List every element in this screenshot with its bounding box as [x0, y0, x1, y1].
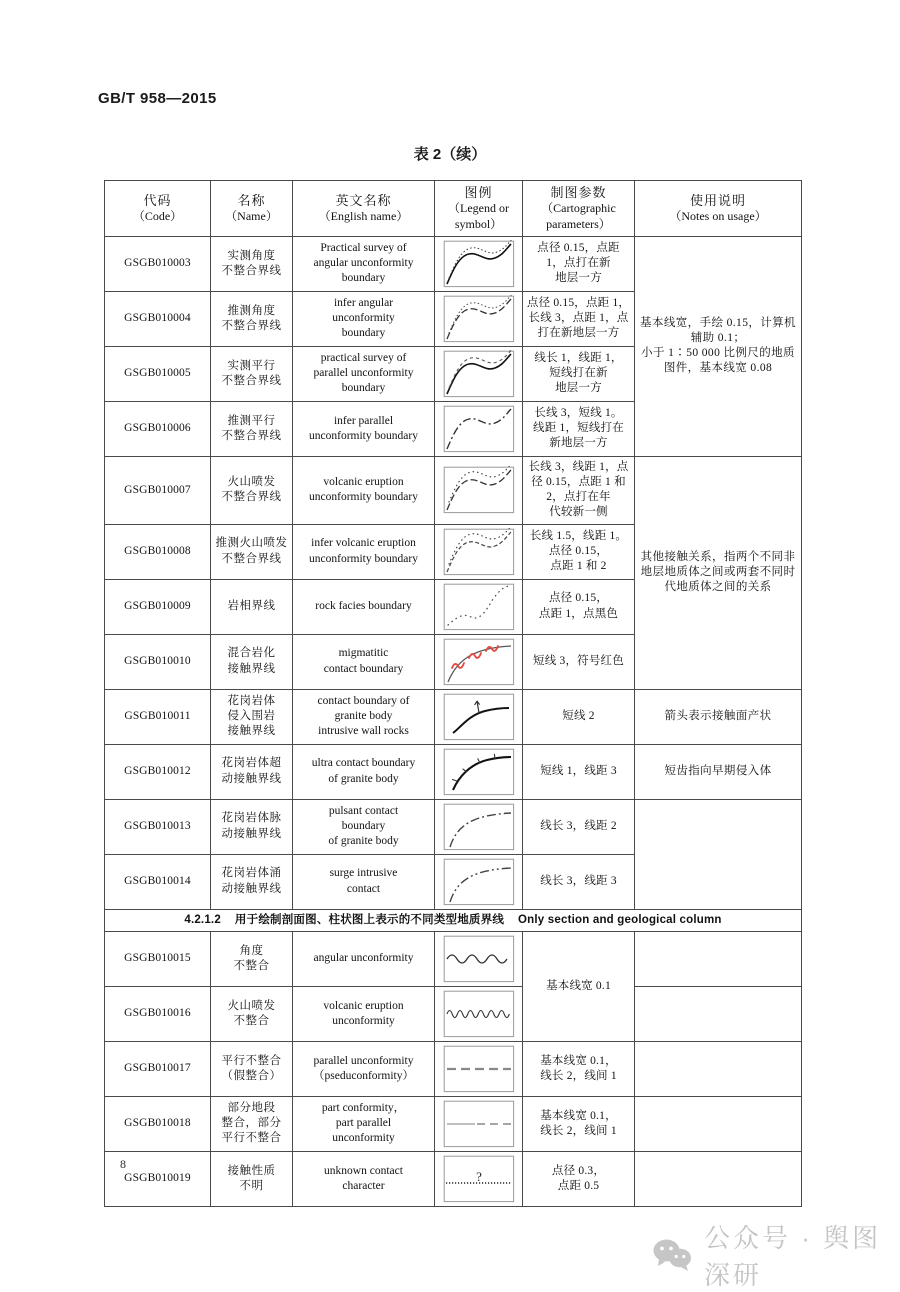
- cell-code: GSGB010015: [105, 931, 211, 986]
- cell-notes: [635, 1041, 802, 1096]
- cell-legend: [435, 634, 523, 689]
- cell-notes: [635, 986, 802, 1041]
- cell-code: GSGB010007: [105, 456, 211, 524]
- cell-code: GSGB010013: [105, 799, 211, 854]
- col-header-name-en: （Name）: [225, 209, 278, 224]
- section-title-en: Only section and geological column: [518, 913, 722, 926]
- cell-parameters: 长线 1.5，线距 1。 点径 0.15， 点距 1 和 2: [523, 524, 635, 579]
- dashed-straight-line-icon: [438, 1045, 519, 1093]
- table-row: [105, 744, 802, 799]
- cell-name: 推测角度 不整合界线: [211, 291, 293, 346]
- col-header-notes-zh: 使用说明: [689, 192, 746, 208]
- dashdot-curve-icon: [438, 405, 519, 453]
- cell-notes: [635, 931, 802, 986]
- wechat-icon: [652, 1238, 692, 1272]
- cell-code: GSGB010005: [105, 346, 211, 401]
- cell-notes: 其他接触关系，指两个不同非地层地质体之间或两套不同时代地质体之间的关系: [635, 456, 802, 689]
- cell-parameters: 短线 1，线距 3: [523, 744, 635, 799]
- cell-notes: 箭头表示接触面产状: [635, 689, 802, 744]
- cell-english: volcanic eruption unconformity boundary: [293, 456, 435, 524]
- cell-parameters: 点径 0.15，点距 1，点打在新 地层一方: [523, 236, 635, 291]
- table-row: [105, 456, 802, 524]
- cell-parameters: 线长 3，线距 2: [523, 799, 635, 854]
- col-header-english: [293, 181, 435, 237]
- symbols-table: [104, 180, 802, 1207]
- cell-name: 推测火山喷发 不整合界线: [211, 524, 293, 579]
- cell-name: 花岗岩体 侵入围岩 接触界线: [211, 689, 293, 744]
- cell-english: angular unconformity: [293, 931, 435, 986]
- dashed-curve-with-dotted-icon: [438, 295, 519, 343]
- cell-legend: [435, 346, 523, 401]
- cell-legend: [435, 524, 523, 579]
- table-row: [105, 986, 802, 1041]
- wavy-line-coarse-icon: [438, 935, 519, 983]
- cell-notes: 基本线宽，手绘 0.15，计算机辅助 0.1； 小于 1∶50 000 比例尺的地质图件，基本线宽 0.08: [635, 236, 802, 456]
- cell-legend: [435, 854, 523, 909]
- watermark: [652, 1218, 900, 1292]
- cell-code: GSGB010008: [105, 524, 211, 579]
- standard-code-header: GB/T 958—2015: [98, 90, 217, 107]
- col-header-parameters-en1: （Cartographic: [541, 201, 616, 216]
- col-header-name-zh: 名称: [237, 192, 266, 208]
- cell-english: Practical survey of angular unconformity boundary: [293, 236, 435, 291]
- cell-english: pulsant contact boundary of granite body: [293, 799, 435, 854]
- col-header-notes: [635, 181, 802, 237]
- col-header-legend-en2: symbol）: [454, 216, 503, 231]
- cell-name: 接触性质 不明: [211, 1151, 293, 1206]
- cell-name: 平行不整合 （假整合）: [211, 1041, 293, 1096]
- col-header-legend-en1: （Legend or: [448, 201, 509, 216]
- cell-code: GSGB010014: [105, 854, 211, 909]
- dotted-line-with-question-mark-icon: [438, 1155, 519, 1203]
- cell-legend: [435, 401, 523, 456]
- cell-legend: [435, 1096, 523, 1151]
- cell-name: 推测平行 不整合界线: [211, 401, 293, 456]
- page-number: 8: [120, 1157, 126, 1171]
- cell-english: migmatitic contact boundary: [293, 634, 435, 689]
- section-heading: [105, 909, 802, 931]
- table-row: [105, 799, 802, 854]
- cell-name: 实测平行 不整合界线: [211, 346, 293, 401]
- col-header-notes-en: （Notes on usage）: [669, 209, 767, 224]
- cell-legend: [435, 1151, 523, 1206]
- cell-code: GSGB010017: [105, 1041, 211, 1096]
- solid-curve-with-dashes-icon: [438, 350, 519, 398]
- half-solid-half-dashed-line-icon: [438, 1100, 519, 1148]
- table-row: [105, 689, 802, 744]
- cell-code: GSGB010011: [105, 689, 211, 744]
- cell-notes: [635, 1096, 802, 1151]
- cell-name: 实测角度 不整合界线: [211, 236, 293, 291]
- cell-code: GSGB010019: [105, 1151, 211, 1206]
- cell-english: parallel unconformity （pseduconformity）: [293, 1041, 435, 1096]
- cell-english: part conformity， part parallel unconformity: [293, 1096, 435, 1151]
- sparse-dotted-curve-icon: [438, 583, 519, 631]
- dashdotdot-arc-icon: [438, 858, 519, 906]
- table-title: 表 2（续）: [413, 146, 487, 163]
- col-header-code-en: （Code）: [132, 209, 183, 224]
- cell-parameters: 基本线宽 0.1， 线长 2，线间 1: [523, 1041, 635, 1096]
- curve-with-red-squiggles-icon: [438, 638, 519, 686]
- section-number: 4.2.1.2: [184, 913, 221, 926]
- cell-english: unknown contact character: [293, 1151, 435, 1206]
- cell-legend: [435, 744, 523, 799]
- dashdot-arc-icon: [438, 803, 519, 851]
- cell-parameters: 点径 0.3， 点距 0.5: [523, 1151, 635, 1206]
- cell-english: infer angular unconformity boundary: [293, 291, 435, 346]
- col-header-code-zh: 代码: [143, 192, 172, 208]
- cell-name: 花岗岩体脉 动接触界线: [211, 799, 293, 854]
- solid-curve-with-arrow-icon: [438, 693, 519, 741]
- cell-name: 花岗岩体涌 动接触界线: [211, 854, 293, 909]
- col-header-name: [211, 181, 293, 237]
- cell-legend: [435, 799, 523, 854]
- cell-english: contact boundary of granite body intrusive wall rocks: [293, 689, 435, 744]
- cell-name: 部分地段 整合，部分 平行不整合: [211, 1096, 293, 1151]
- cell-parameters: 长线 3，线距 1，点 径 0.15，点距 1 和 2，点打在年 代较新一侧: [523, 456, 635, 524]
- cell-parameters: 点径 0.15， 点距 1，点黑色: [523, 579, 635, 634]
- table-row: [105, 1151, 802, 1206]
- dotted-curve-dots-icon: [438, 528, 519, 576]
- cell-name: 火山喷发 不整合界线: [211, 456, 293, 524]
- table-row: [105, 1041, 802, 1096]
- svg-text:?: ?: [475, 1168, 482, 1184]
- cell-code: GSGB010004: [105, 291, 211, 346]
- cell-code: GSGB010012: [105, 744, 211, 799]
- cell-notes: [635, 1151, 802, 1206]
- cell-code: GSGB010009: [105, 579, 211, 634]
- cell-legend: [435, 986, 523, 1041]
- cell-code: GSGB010006: [105, 401, 211, 456]
- cell-legend: [435, 291, 523, 346]
- cell-parameters: 点径 0.15，点距 1， 长线 3，点距 1，点 打在新地层一方: [523, 291, 635, 346]
- col-header-parameters: [523, 181, 635, 237]
- col-header-legend-zh: 图例: [464, 185, 493, 200]
- col-header-legend: [435, 181, 523, 237]
- cell-legend: [435, 1041, 523, 1096]
- table-header-row: [105, 181, 802, 237]
- col-header-parameters-zh: 制图参数: [550, 185, 607, 200]
- cell-legend: [435, 236, 523, 291]
- cell-code: GSGB010003: [105, 236, 211, 291]
- cell-legend: [435, 689, 523, 744]
- cell-code: GSGB010016: [105, 986, 211, 1041]
- wavy-line-fine-icon: [438, 990, 519, 1038]
- col-header-parameters-en2: parameters）: [546, 216, 611, 231]
- section-title-zh: 用于绘制剖面图、柱状图上表示的不同类型地质界线: [234, 913, 505, 926]
- cell-parameters: 基本线宽 0.1: [523, 931, 635, 1041]
- cell-parameters: 短线 2: [523, 689, 635, 744]
- section-heading-row: [105, 909, 802, 931]
- cell-parameters: 短线 3，符号红色: [523, 634, 635, 689]
- col-header-english-en: （English name）: [318, 209, 409, 224]
- cell-parameters: 线长 1，线距 1， 短线打在新 地层一方: [523, 346, 635, 401]
- solid-curve-with-dotted-icon: [438, 240, 519, 288]
- dashed-curve-dots-above-icon: [438, 466, 519, 514]
- cell-english: rock facies boundary: [293, 579, 435, 634]
- cell-name: 角度 不整合: [211, 931, 293, 986]
- cell-english: infer volcanic eruption unconformity boundary: [293, 524, 435, 579]
- cell-english: volcanic eruption unconformity: [293, 986, 435, 1041]
- cell-english: infer parallel unconformity boundary: [293, 401, 435, 456]
- table-row: [105, 931, 802, 986]
- cell-code: GSGB010010: [105, 634, 211, 689]
- watermark-text: 公众号 · 舆图深研: [704, 1223, 882, 1290]
- cell-notes: 短齿指向早期侵入体: [635, 744, 802, 799]
- cell-notes: [635, 799, 802, 909]
- col-header-english-zh: 英文名称: [335, 192, 392, 208]
- cell-name: 混合岩化 接触界线: [211, 634, 293, 689]
- cell-legend: [435, 579, 523, 634]
- cell-legend: [435, 931, 523, 986]
- cell-parameters: 线长 3，线距 3: [523, 854, 635, 909]
- cell-parameters: 长线 3，短线 1。 线距 1，短线打在 新地层一方: [523, 401, 635, 456]
- cell-name: 火山喷发 不整合: [211, 986, 293, 1041]
- solid-curve-with-ticks-icon: [438, 748, 519, 796]
- cell-legend: [435, 456, 523, 524]
- cell-english: practical survey of parallel unconformity boundary: [293, 346, 435, 401]
- cell-english: surge intrusive contact: [293, 854, 435, 909]
- cell-parameters: 基本线宽 0.1， 线长 2，线间 1: [523, 1096, 635, 1151]
- cell-name: 花岗岩体超 动接触界线: [211, 744, 293, 799]
- col-header-code: [105, 181, 211, 237]
- cell-english: ultra contact boundary of granite body: [293, 744, 435, 799]
- cell-code: GSGB010018: [105, 1096, 211, 1151]
- cell-name: 岩相界线: [211, 579, 293, 634]
- table-row: [105, 1096, 802, 1151]
- table-row: [105, 236, 802, 291]
